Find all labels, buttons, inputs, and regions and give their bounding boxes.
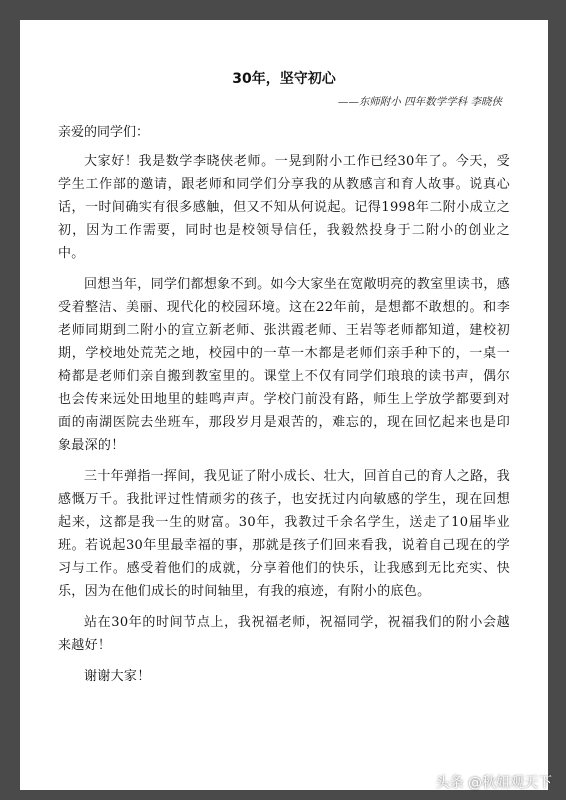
document-page <box>20 20 548 790</box>
paragraph-4: 站在30年的时间节点上，我祝福老师，祝福同学，祝福我们的附小会越来越好！ <box>58 615 510 653</box>
watermark: 头条 @秋姐观天下 <box>435 775 552 791</box>
document-title: 30年，坚守初心 <box>232 71 336 87</box>
paragraph-1: 大家好！我是数学李晓侠老师。一晃到附小工作已经30年了。今天，受学生工作部的邀请，跟老师和同学们分享我的从教感言和育人故事。说真心话，一时间确实有很多感触，但又不知从何说起。记得1998年二附小成立之初，因为工作需要，同时也是校领导信任，我毅然投身于二附小的创业之中。 <box>58 154 510 261</box>
paragraph-2: 回想当年，同学们都想象不到。如今大家坐在宽敞明亮的教室里读书，感受着整洁、美丽、现代化的校园环境。这在22年前，是想都不敢想的。和李老师同期到二附小的宣立新老师、张洪霞老师、王岩等老师都知道，建校初期，学校地处荒芜之地，校园中的一草一木都是老师们亲手种下的，一桌一椅都是老师们亲自搬到教室里的。课堂上不仅有同学们琅琅的读书声，偶尔也会传来远处田地里的蛙鸣声声。学校门前没有路，师生上学放学都要到对面的南湖医院去坐班车，那段岁月是艰苦的，难忘的，现在回忆起来也是印象最深的！ <box>58 277 510 453</box>
document-byline: ——东师附小 四年数学学科 李晓侠 <box>337 96 502 108</box>
greeting: 亲爱的同学们： <box>58 125 150 140</box>
paragraph-3: 三十年弹指一挥间，我见证了附小成长、壮大，回首自己的育人之路，我感慨万千。我批评过性情顽劣的孩子，也安抚过内向敏感的学生，现在回想起来，这都是我一生的财富。30年，我教过千余名学生，送走了10届毕业班。若说起30年里最幸福的事，那就是孩子们回来看我，说着自己现在的学习与工作。感受着他们的成就，分享着他们的快乐，让我感到无比充实、快乐，因为在他们成长的时间轴里，有我的痕迹，有附小的底色。 <box>58 469 510 599</box>
closing: 谢谢大家！ <box>84 669 151 684</box>
